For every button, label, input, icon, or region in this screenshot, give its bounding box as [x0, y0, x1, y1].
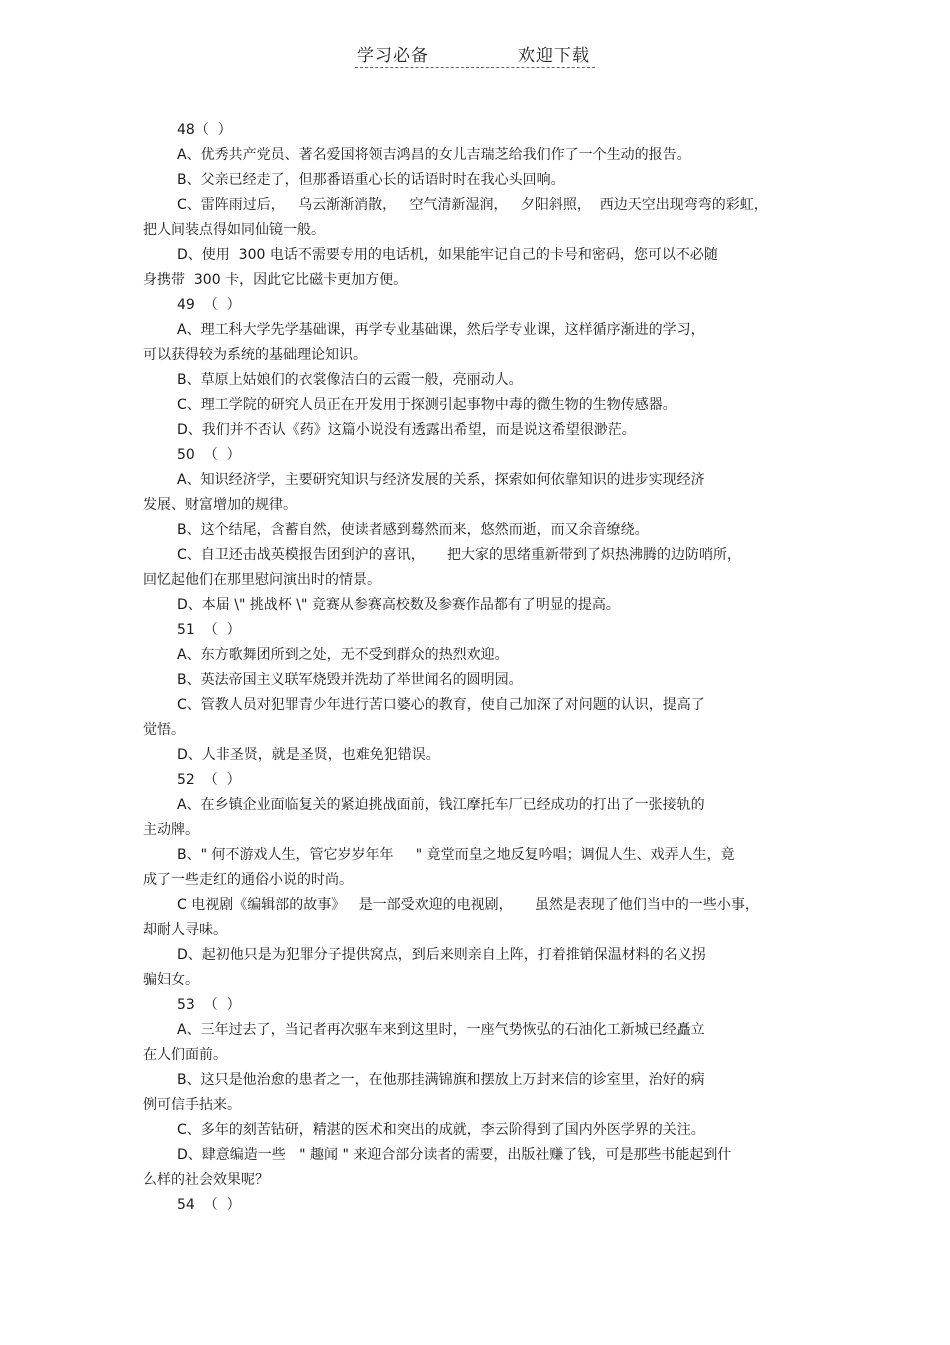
text-line: 骗妇女。 — [143, 972, 199, 988]
text-line: C 电视剧《编辑部的故事》 是一部受欢迎的电视剧， 虽然是表现了他们当中的一些小事， — [177, 897, 759, 913]
text-line: 例可信手拈来。 — [143, 1097, 241, 1113]
text-line: C、自卫还击战英模报告团到沪的喜讯， 把大家的思绪重新带到了炽热沸腾的边防哨所， — [177, 547, 742, 563]
text-line: C、理工学院的研究人员正在开发用于探测引起事物中毒的微生物的生物传感器。 — [177, 397, 677, 413]
text-line: D、本届 \" 挑战杯 \" 竞赛从参赛高校数及参赛作品都有了明显的提高。 — [177, 597, 620, 613]
text-line: 把人间装点得如同仙镜一般。 — [143, 222, 325, 238]
header-right-text: 欢迎下载 — [518, 46, 590, 66]
text-line: 49 （ ） — [177, 297, 241, 313]
text-line: A、理工科大学先学基础课，再学专业基础课，然后学专业课，这样循序渐进的学习， — [177, 322, 705, 338]
header-left-text: 学习必备 — [357, 46, 429, 66]
text-line: 觉悟。 — [143, 722, 185, 738]
text-line: A、知识经济学，主要研究知识与经济发展的关系，探索如何依靠知识的进步实现经济 — [177, 472, 705, 488]
text-line: 51 （ ） — [177, 622, 241, 638]
document-body — [143, 118, 783, 1218]
text-line: 却耐人寻味。 — [143, 922, 227, 938]
text-line: 成了一些走红的通俗小说的时尚。 — [143, 872, 353, 888]
text-line: C、多年的刻苦钻研，精湛的医术和突出的成就，李云阶得到了国内外医学界的关注。 — [177, 1122, 705, 1138]
text-line: 身携带 300 卡，因此它比磁卡更加方便。 — [143, 272, 408, 288]
text-line: 发展、财富增加的规律。 — [143, 497, 297, 513]
text-line: 54 （ ） — [177, 1197, 241, 1213]
text-line: 50 （ ） — [177, 447, 241, 463]
text-line: B、" 何不游戏人生，管它岁岁年年 " 竟堂而皇之地反复吟唱；调侃人生、戏弄人生，竟 — [177, 847, 735, 863]
text-line: C、雷阵雨过后， 乌云渐渐消散， 空气清新湿润， 夕阳斜照， 西边天空出现弯弯的彩虹， — [177, 197, 768, 213]
text-line: A、东方歌舞团所到之处，无不受到群众的热烈欢迎。 — [177, 647, 509, 663]
text-line: 在人们面前。 — [143, 1047, 227, 1063]
text-line: 52 （ ） — [177, 772, 241, 788]
text-line: 主动牌。 — [143, 822, 199, 838]
text-line: 么样的社会效果呢？ — [143, 1172, 269, 1188]
text-line: D、使用 300 电话不需要专用的电话机，如果能牢记自己的卡号和密码，您可以不必随 — [177, 247, 718, 263]
text-line: D、我们并不否认《药》这篇小说没有透露出希望，而是说这希望很渺茫。 — [177, 422, 636, 438]
text-line: 回忆起他们在那里慰问演出时的情景。 — [143, 572, 381, 588]
text-line: D、肆意编造一些 " 趣闻 " 来迎合部分读者的需要，出版社赚了钱，可是那些书能起到什 — [177, 1147, 732, 1163]
text-line: 可以获得较为系统的基础理论知识。 — [143, 347, 367, 363]
text-line: A、优秀共产党员、著名爱国将领吉鸿昌的女儿吉瑞芝给我们作了一个生动的报告。 — [177, 147, 691, 163]
text-line: B、草原上姑娘们的衣裳像洁白的云霞一般，亮丽动人。 — [177, 372, 523, 388]
text-line: D、人非圣贤，就是圣贤，也难免犯错误。 — [177, 747, 440, 763]
text-line: A、三年过去了，当记者再次驱车来到这里时，一座气势恢弘的石油化工新城已经矗立 — [177, 1022, 705, 1038]
text-line: C、管教人员对犯罪青少年进行苦口婆心的教育，使自己加深了对问题的认识，提高了 — [177, 697, 705, 713]
text-line: B、英法帝国主义联军烧毁并洗劫了举世闻名的圆明园。 — [177, 672, 523, 688]
text-line: D、起初他只是为犯罪分子提供窝点，到后来则亲自上阵，打着推销保温材料的名义拐 — [177, 947, 706, 963]
text-line: B、这个结尾，含蓄自然，使读者感到蓦然而来，悠然而逝，而又余音缭绕。 — [177, 522, 649, 538]
text-line: 53 （ ） — [177, 997, 241, 1013]
text-line: A、在乡镇企业面临复关的紧迫挑战面前，钱江摩托车厂已经成功的打出了一张接轨的 — [177, 797, 705, 813]
page-header — [355, 41, 595, 68]
text-line: B、这只是他治愈的患者之一，在他那挂满锦旗和摆放上万封来信的诊室里，治好的病 — [177, 1072, 705, 1088]
text-line: B、父亲已经走了，但那番语重心长的话语时时在我心头回响。 — [177, 172, 565, 188]
text-line: 48（ ） — [177, 122, 232, 138]
